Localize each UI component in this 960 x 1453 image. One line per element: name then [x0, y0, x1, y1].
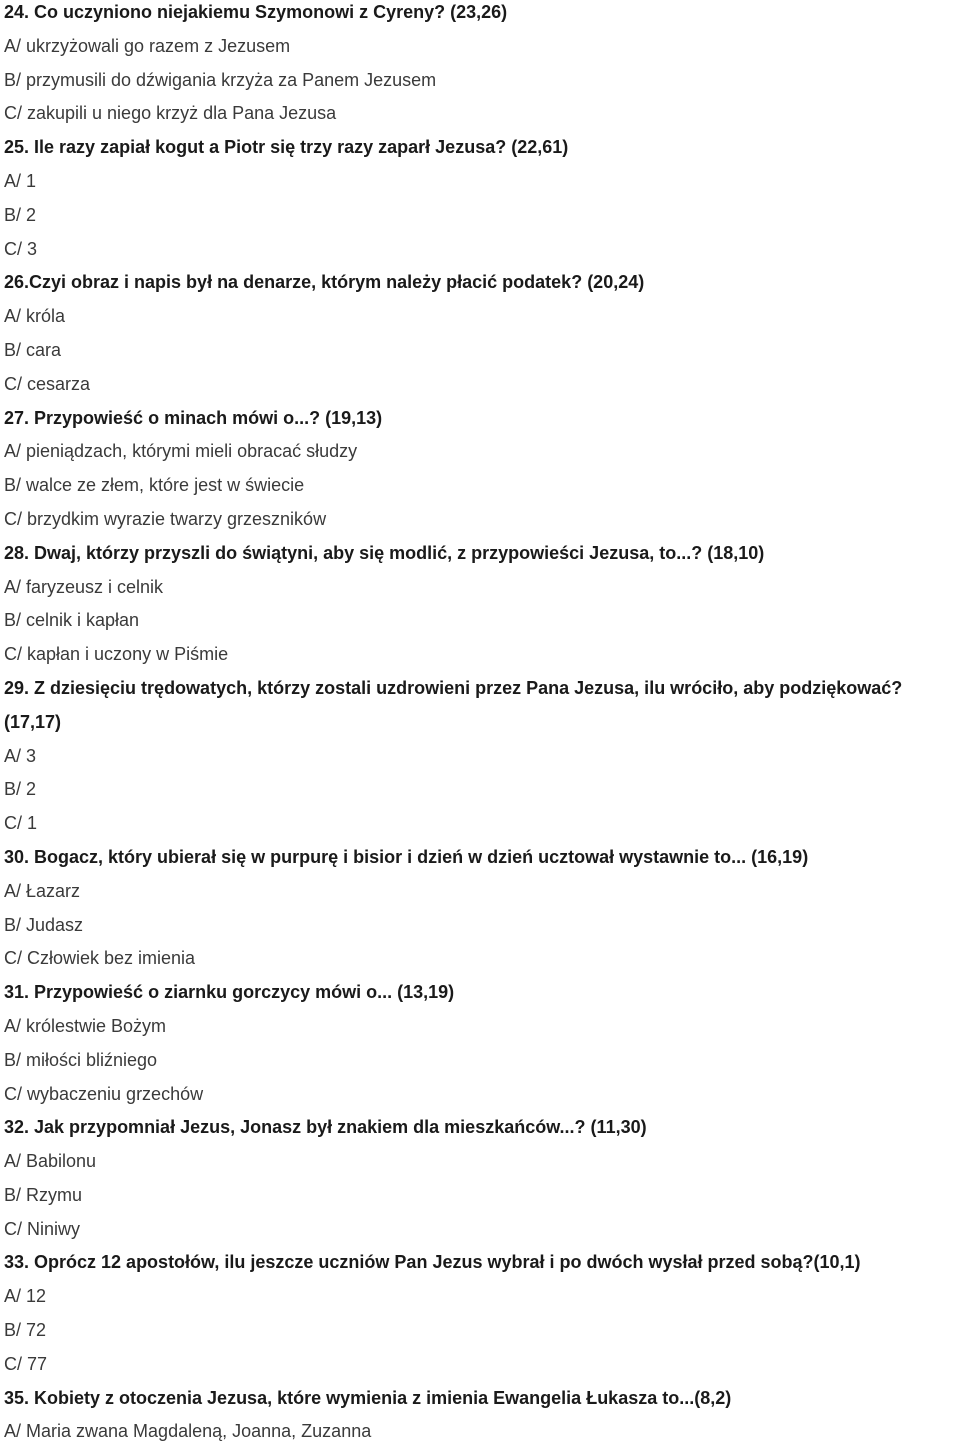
answer-option: C/ 77 — [4, 1353, 48, 1374]
answer-option: B/ przymusili do dźwigania krzyża za Panem Jezusem — [4, 69, 437, 90]
question-24: 24. Co uczyniono niejakiemu Szymonowi z Cyreny? (23,26) — [4, 2, 508, 22]
answer-option: B/ 2 — [4, 779, 37, 800]
quiz-document — [4, 0, 954, 1453]
answer-option: A/ 1 — [4, 170, 37, 191]
answer-option: C/ zakupili u niego krzyż dla Pana Jezusa — [4, 103, 337, 124]
question-31: 31. Przypowieść o ziarnku gorczycy mówi o... (13,19) — [4, 982, 455, 1003]
answer-option: A/ pieniądzach, którymi mieli obracać słudzy — [4, 441, 358, 462]
answer-option: B/ walce ze złem, które jest w świecie — [4, 475, 305, 496]
answer-option: B/ 2 — [4, 204, 37, 225]
question-32: 32. Jak przypomniał Jezus, Jonasz był znakiem dla mieszkańców...? (11,30) — [4, 1117, 647, 1138]
answer-option: A/ Łazarz — [4, 880, 81, 901]
answer-option: C/ kapłan i uczony w Piśmie — [4, 644, 229, 665]
answer-option: C/ 3 — [4, 238, 38, 259]
question-30: 30. Bogacz, który ubierał się w purpurę i bisior i dzień w dzień ucztował wystawnie to... (16,19) — [4, 846, 809, 867]
question-29-reference: (17,17) — [4, 711, 62, 732]
answer-option: A/ 3 — [4, 745, 37, 766]
answer-option: C/ 1 — [4, 813, 38, 834]
answer-option: A/ 12 — [4, 1286, 47, 1307]
answer-option: C/ cesarza — [4, 373, 91, 394]
answer-option: C/ Człowiek bez imienia — [4, 948, 196, 969]
answer-option: A/ Maria zwana Magdaleną, Joanna, Zuzanna — [4, 1421, 372, 1442]
answer-option: B/ miłości bliźniego — [4, 1049, 158, 1070]
question-29: 29. Z dziesięciu trędowatych, którzy zostali uzdrowieni przez Pana Jezusa, ilu wróciło, aby podziękować? — [4, 677, 903, 698]
question-33: 33. Oprócz 12 apostołów, ilu jeszcze uczniów Pan Jezus wybrał i po dwóch wysłał przed sobą?(10,1) — [4, 1252, 861, 1273]
question-25: 25. Ile razy zapiał kogut a Piotr się trzy razy zaparł Jezusa? (22,61) — [4, 137, 569, 158]
answer-option: B/ Rzymu — [4, 1184, 83, 1205]
answer-option: B/ Judasz — [4, 914, 84, 935]
answer-option: A/ króla — [4, 306, 66, 327]
answer-option: B/ 72 — [4, 1320, 47, 1341]
question-27: 27. Przypowieść o minach mówi o...? (19,13) — [4, 407, 383, 428]
answer-option: B/ celnik i kapłan — [4, 610, 140, 631]
question-26: 26.Czyi obraz i napis był na denarze, którym należy płacić podatek? (20,24) — [4, 272, 645, 293]
answer-option: C/ wybaczeniu grzechów — [4, 1083, 204, 1104]
answer-option: A/ faryzeusz i celnik — [4, 576, 164, 597]
answer-option: A/ Babilonu — [4, 1151, 97, 1172]
answer-option: B/ cara — [4, 339, 62, 360]
answer-option: C/ brzydkim wyrazie twarzy grzeszników — [4, 508, 327, 529]
question-35: 35. Kobiety z otoczenia Jezusa, które wymienia z imienia Ewangelia Łukasza to...(8,2) — [4, 1387, 732, 1408]
answer-option: A/ ukrzyżowali go razem z Jezusem — [4, 35, 291, 56]
answer-option: A/ królestwie Bożym — [4, 1015, 167, 1036]
answer-option: C/ Niniwy — [4, 1218, 81, 1239]
question-28: 28. Dwaj, którzy przyszli do świątyni, aby się modlić, z przypowieści Jezusa, to...? (18,10) — [4, 542, 765, 563]
